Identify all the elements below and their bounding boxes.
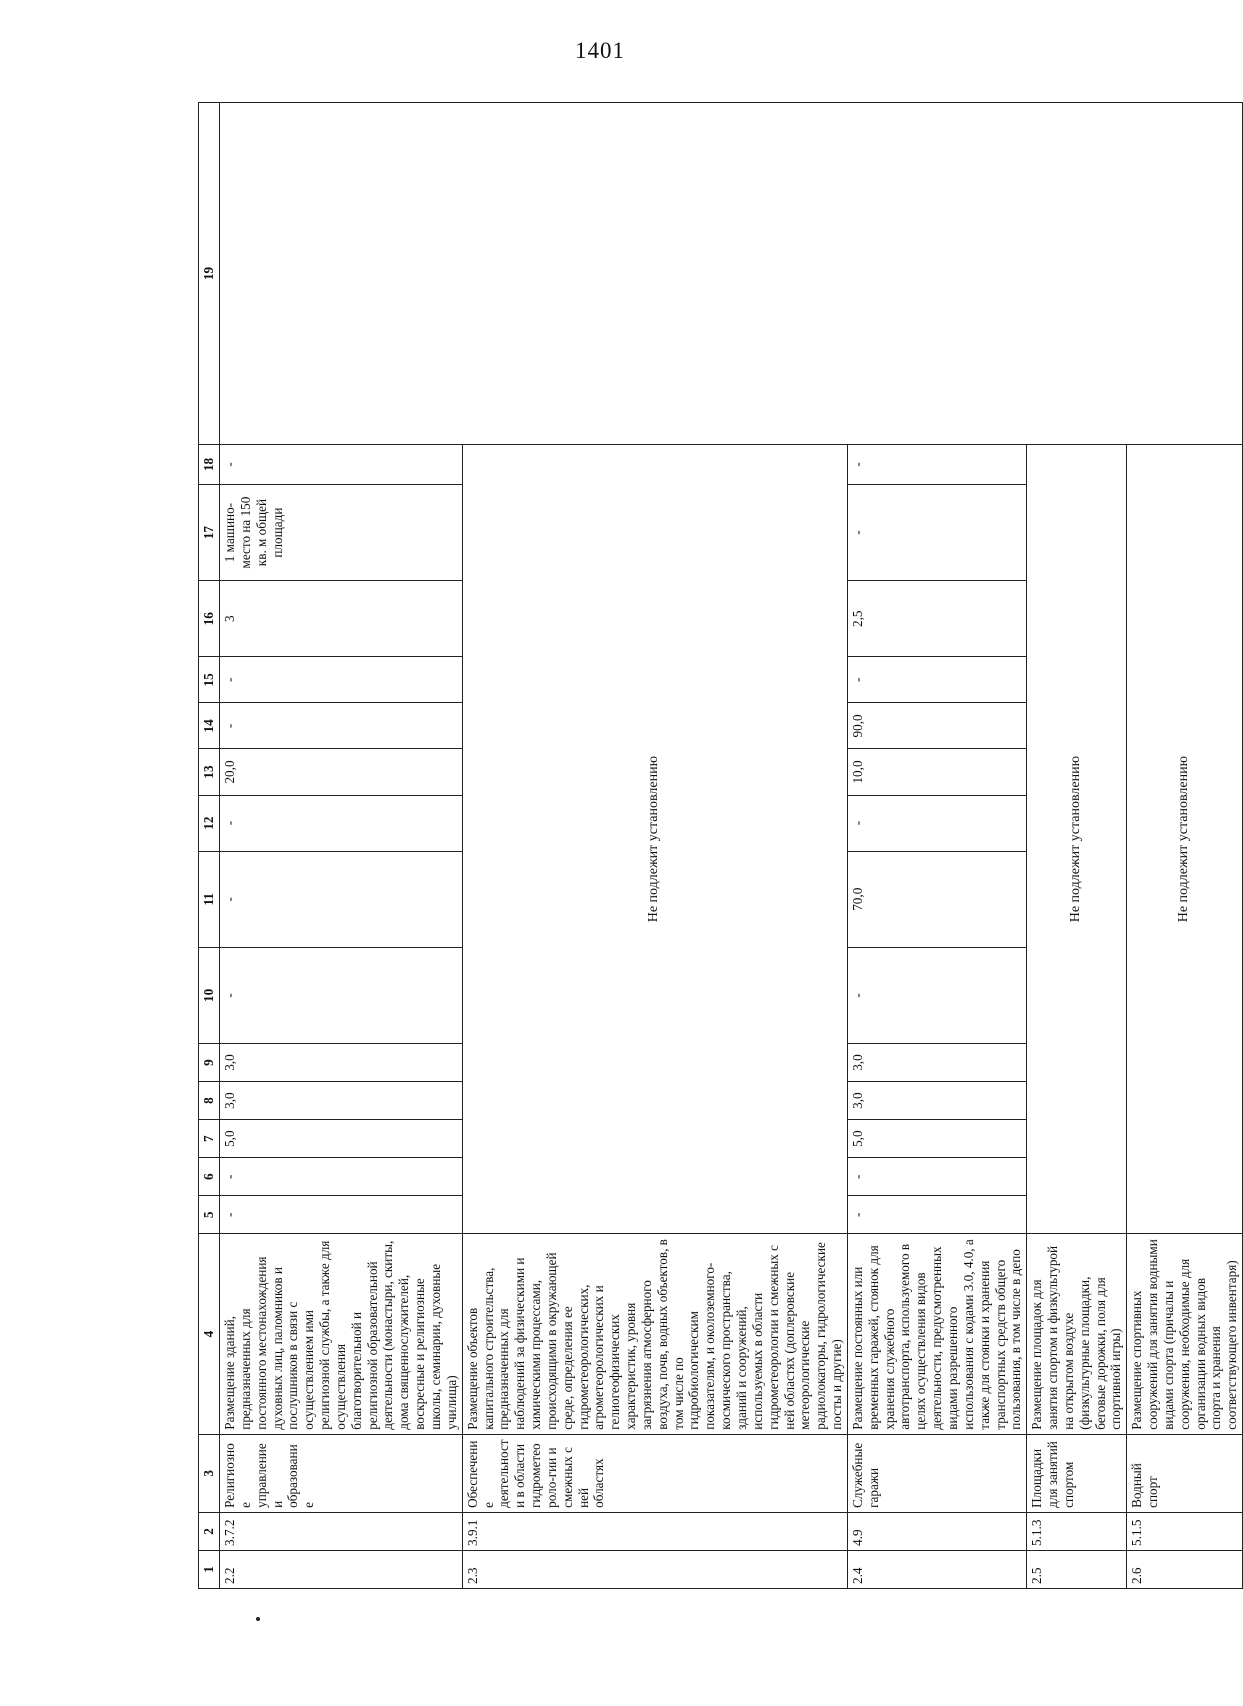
- regulations-table-frame: [198, 102, 1240, 1589]
- col-header: 1: [199, 1550, 220, 1588]
- value-cell: -: [220, 795, 463, 851]
- land-use-regulations-table: [198, 102, 1243, 1589]
- col-header: 4: [199, 1234, 220, 1434]
- col-header: 18: [199, 444, 220, 484]
- page-number: 1401: [575, 38, 625, 63]
- row-name: Служебные гаражи: [847, 1434, 1026, 1512]
- row-description: Размещение спортивных сооружений для занятия водными видами спорта (причалы и сооружения, необходимые для организации водных видов спорта и хранения соответствующего инвентаря): [1127, 1234, 1243, 1434]
- column-19-cell: [220, 103, 1243, 445]
- rotated-table-container: [198, 102, 1240, 1589]
- col-header: 2: [199, 1512, 220, 1550]
- col-header: 5: [199, 1196, 220, 1234]
- col-header: 17: [199, 484, 220, 580]
- value-cell: 5,0: [220, 1120, 463, 1158]
- col-header: 15: [199, 657, 220, 703]
- row-code: 4.9: [847, 1512, 1026, 1550]
- row-number: 2.5: [1027, 1550, 1127, 1588]
- row-name: Площадки для занятий спортом: [1027, 1434, 1127, 1512]
- col-header: 12: [199, 795, 220, 851]
- row-name: Религиозное управление и образование: [220, 1434, 463, 1512]
- col-header: 16: [199, 581, 220, 657]
- col-header: 10: [199, 947, 220, 1043]
- value-cell: -: [847, 657, 1026, 703]
- row-number: 2.4: [847, 1550, 1026, 1588]
- value-cell: -: [220, 444, 463, 484]
- col-header: 8: [199, 1082, 220, 1120]
- value-cell: 3,0: [220, 1044, 463, 1082]
- row-description: Размещение площадок для занятия спортом и физкультурой на открытом воздухе (физкультурные площадки, беговые дорожки, поля для спортивной игры): [1027, 1234, 1127, 1434]
- col-header: 14: [199, 703, 220, 749]
- value-cell: 10,0: [847, 749, 1026, 795]
- not-applicable-cell: Не подлежит установлению: [462, 444, 847, 1233]
- parking-norm-cell: 1 машино-место на 150 кв. м общей площади: [220, 484, 463, 580]
- row-code: 5.1.3: [1027, 1512, 1127, 1550]
- row-code: 3.7.2: [220, 1512, 463, 1550]
- value-cell: -: [220, 703, 463, 749]
- column-number-row: [199, 103, 220, 1589]
- value-cell: -: [220, 947, 463, 1043]
- col-header: 19: [199, 103, 220, 445]
- value-cell: -: [847, 1158, 1026, 1196]
- value-cell: -: [220, 657, 463, 703]
- value-cell: 3,0: [847, 1082, 1026, 1120]
- stray-dot-mark: [256, 1617, 260, 1621]
- row-description: Размещение постоянных или временных гаражей, стоянок для хранения служебного автотранспорта, используемого в целях осуществления видов деятельности, предусмотренных видами разрешенного использования с кодами 3.0, 4.0, а также для стоянки и хранения транспортных средств общего пользования, в том числе в депо: [847, 1234, 1026, 1434]
- row-name: Водный спорт: [1127, 1434, 1243, 1512]
- value-cell: 3,0: [220, 1082, 463, 1120]
- value-cell: -: [847, 444, 1026, 484]
- value-cell: 3: [220, 581, 463, 657]
- value-cell: -: [847, 795, 1026, 851]
- value-cell: -: [847, 484, 1026, 580]
- row-number: 2.3: [462, 1550, 847, 1588]
- row-code: 3.9.1: [462, 1512, 847, 1550]
- value-cell: -: [220, 1158, 463, 1196]
- col-header: 3: [199, 1434, 220, 1512]
- value-cell: 5,0: [847, 1120, 1026, 1158]
- row-name: Обеспечение деятельности в области гидрометеороло-гии и смежных с ней областях: [462, 1434, 847, 1512]
- value-cell: -: [847, 947, 1026, 1043]
- not-applicable-cell: Не подлежит установлению: [1127, 444, 1243, 1233]
- value-cell: -: [220, 1196, 463, 1234]
- value-cell: 3,0: [847, 1044, 1026, 1082]
- value-cell: -: [220, 851, 463, 947]
- not-applicable-cell: Не подлежит установлению: [1027, 444, 1127, 1233]
- col-header: 9: [199, 1044, 220, 1082]
- row-code: 5.1.5: [1127, 1512, 1243, 1550]
- row-number: 2.2: [220, 1550, 463, 1588]
- col-header: 6: [199, 1158, 220, 1196]
- value-cell: -: [847, 1196, 1026, 1234]
- table-row: [220, 103, 463, 1589]
- row-number: 2.6: [1127, 1550, 1243, 1588]
- col-header: 11: [199, 851, 220, 947]
- row-description: Размещение объектов капитального строительства, предназначенных для наблюдений за физическими и химическими процессами, происходящими в окружающей среде, определения ее гидрометеорологических, агрометеорологических и гелиогеофизических характеристик, уровня загрязнения атмосферного воздуха, почв, водных объектов, в том числе по гидробиологическим показателям, и околоземного- космического пространства, зданий и сооружений, используемых в области гидрометеорологии и смежных с ней областях (доплеровские метеорологические радиолокаторы, гидрологические посты и другие): [462, 1234, 847, 1434]
- col-header: 7: [199, 1120, 220, 1158]
- value-cell: 2,5: [847, 581, 1026, 657]
- value-cell: 70,0: [847, 851, 1026, 947]
- value-cell: 20,0: [220, 749, 463, 795]
- col-header: 13: [199, 749, 220, 795]
- value-cell: 90,0: [847, 703, 1026, 749]
- row-description: Размещение зданий, предназначенных для постоянного местонахождения духовных лиц, паломников и послушников в связи с осуществлением ими религиозной службы, а также для осуществления благотворительной и религиозной образовательной деятельности (монастыри, скиты, дома священнослужителей, воскресные и религиозные школы, семинарии, духовные училища): [220, 1234, 463, 1434]
